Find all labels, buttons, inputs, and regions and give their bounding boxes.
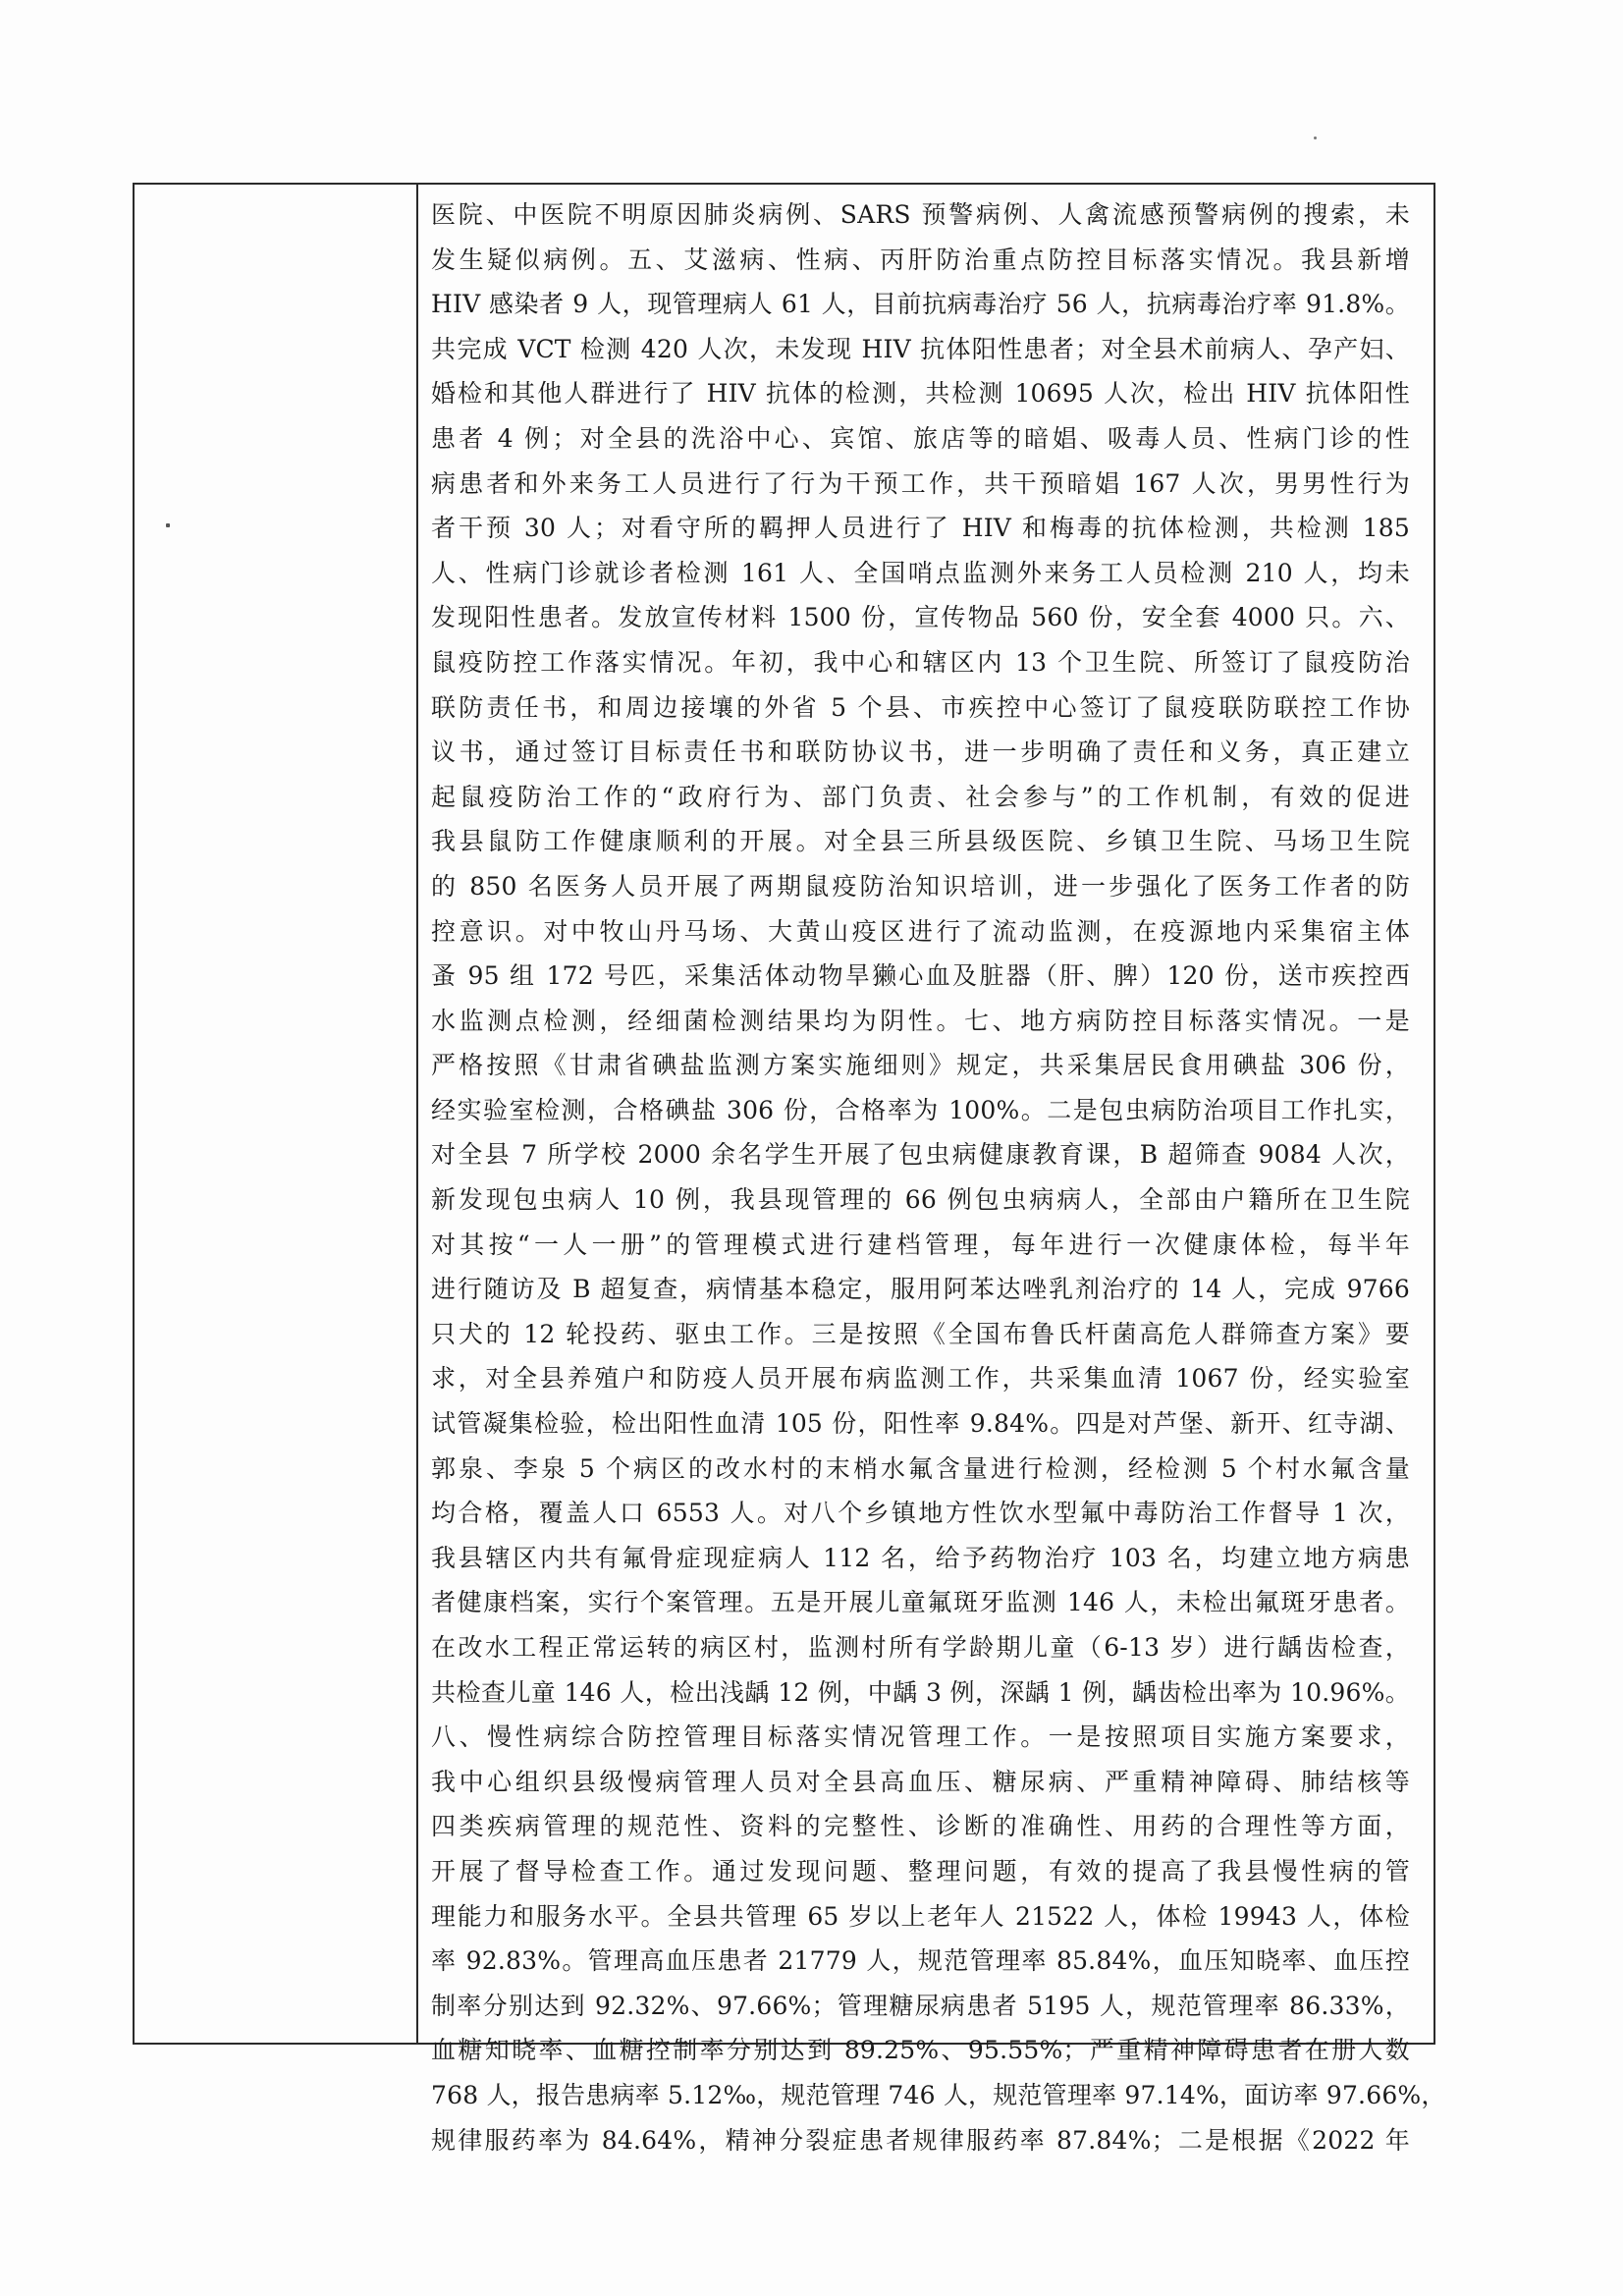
text-line: 的 850 名医务人员开展了两期鼠疫防治知识培训，进一步强化了医务工作者的防 [431, 871, 1410, 901]
text-line: 人、性病门诊就诊者检测 161 人、全国哨点监测外来务工人员检测 210 人，均未 [431, 558, 1410, 587]
text-line: 试管凝集检验，检出阳性血清 105 份，阳性率 9.84%。四是对芦堡、新开、红寺湖、 [431, 1409, 1410, 1439]
text-line: 制率分别达到 92.32%、97.66%；管理糖尿病患者 5195 人，规范管理率 86.33%， [431, 1991, 1410, 2020]
text-line: 共检查儿童 146 人，检出浅龋 12 例，中龋 3 例，深龋 1 例，龋齿检出率为 10.96%。 [431, 1677, 1410, 1707]
text-line: 病患者和外来务工人员进行了行为干预工作，共干预暗娼 167 人次，男男性行为 [431, 468, 1410, 498]
text-line: 在改水工程正常运转的病区村，监测村所有学龄期儿童（6-13 岁）进行龋齿检查， [431, 1633, 1410, 1662]
scan-speck [1314, 137, 1317, 139]
text-line: 均合格，覆盖人口 6553 人。对八个乡镇地方性饮水型氟中毒防治工作督导 1 次， [431, 1499, 1410, 1528]
text-line: 开展了督导检查工作。通过发现问题、整理问题，有效的提高了我县慢性病的管 [431, 1856, 1410, 1886]
text-line: 发现阳性患者。发放宣传材料 1500 份，宣传物品 560 份，安全套 4000 只。六、 [431, 603, 1410, 632]
text-line: 水监测点检测，经细菌检测结果均为阴性。七、地方病防控目标落实情况。一是 [431, 1006, 1410, 1035]
text-line: HIV 感染者 9 人，现管理病人 61 人，目前抗病毒治疗 56 人，抗病毒治疗率 91.8%。 [431, 290, 1410, 319]
text-line: 婚检和其他人群进行了 HIV 抗体的检测，共检测 10695 人次，检出 HIV 抗体阳性 [431, 379, 1410, 409]
text-line: 进行随访及 B 超复查，病情基本稳定，服用阿苯达唑乳剂治疗的 14 人，完成 9766 [431, 1275, 1410, 1304]
text-line: 八、慢性病综合防控管理目标落实情况管理工作。一是按照项目实施方案要求， [431, 1722, 1410, 1752]
text-line: 血糖知晓率、血糖控制率分别达到 89.25%、95.55%；严重精神障碍患者在册人数 [431, 2036, 1410, 2065]
text-line: 者健康档案，实行个案管理。五是开展儿童氟斑牙监测 146 人，未检出氟斑牙患者。 [431, 1588, 1410, 1617]
scan-speck [166, 523, 170, 527]
text-line: 我县鼠防工作健康顺利的开展。对全县三所县级医院、乡镇卫生院、马场卫生院 [431, 827, 1410, 856]
text-line: 新发现包虫病人 10 例，我县现管理的 66 例包虫病病人，全部由户籍所在卫生院 [431, 1185, 1410, 1215]
text-line: 只犬的 12 轮投药、驱虫工作。三是按照《全国布鲁氏杆菌高危人群筛查方案》要 [431, 1319, 1410, 1348]
text-line: 理能力和服务水平。全县共管理 65 岁以上老年人 21522 人，体检 19943 人，体检 [431, 1901, 1410, 1931]
text-line: 议书，通过签订目标责任书和联防协议书，进一步明确了责任和义务，真正建立 [431, 738, 1410, 767]
text-line: 控意识。对中牧山丹马场、大黄山疫区进行了流动监测，在疫源地内采集宿主体 [431, 916, 1410, 946]
text-line: 发生疑似病例。五、艾滋病、性病、丙肝防治重点防控目标落实情况。我县新增 [431, 245, 1410, 274]
text-line: 蚤 95 组 172 号匹，采集活体动物旱獭心血及脏器（肝、脾）120 份，送市疾控西 [431, 961, 1410, 991]
report-table [133, 183, 1446, 2155]
text-line: 者干预 30 人；对看守所的羁押人员进行了 HIV 和梅毒的抗体检测，共检测 185 [431, 514, 1410, 543]
text-line: 共完成 VCT 检测 420 人次，未发现 HIV 抗体阳性患者；对全县术前病人、孕产妇、 [431, 334, 1410, 363]
text-line: 对全县 7 所学校 2000 余名学生开展了包虫病健康教育课，B 超筛查 9084 人次， [431, 1140, 1410, 1170]
text-line: 医院、中医院不明原因肺炎病例、SARS 预警病例、人禽流感预警病例的搜索，未 [431, 200, 1410, 229]
text-line: 严格按照《甘肃省碘盐监测方案实施细则》规定，共采集居民食用碘盐 306 份， [431, 1051, 1410, 1080]
text-line: 鼠疫防控工作落实情况。年初，我中心和辖区内 13 个卫生院、所签订了鼠疫防治 [431, 647, 1410, 677]
text-line: 768 人，报告患病率 5.12‰，规范管理 746 人，规范管理率 97.14%，面访率 97.66%， [431, 2080, 1446, 2109]
text-line: 我中心组织县级慢病管理人员对全县高血压、糖尿病、严重精神障碍、肺结核等 [431, 1767, 1410, 1796]
text-line: 经实验室检测，合格碘盐 306 份，合格率为 100%。二是包虫病防治项目工作扎实， [431, 1095, 1410, 1124]
text-line: 起鼠疫防治工作的“政府行为、部门负责、社会参与”的工作机制，有效的促进 [431, 782, 1410, 811]
text-line: 郭泉、李泉 5 个病区的改水村的末梢水氟含量进行检测，经检测 5 个村水氟含量 [431, 1453, 1410, 1483]
text-line: 规律服药率为 84.64%，精神分裂症患者规律服药率 87.84%；二是根据《2022 年 [431, 2125, 1410, 2155]
text-line: 求，对全县养殖户和防疫人员开展布病监测工作，共采集血清 1067 份，经实验室 [431, 1364, 1410, 1394]
text-line: 对其按“一人一册”的管理模式进行建档管理，每年进行一次健康体检，每半年 [431, 1230, 1410, 1259]
text-line: 率 92.83%。管理高血压患者 21779 人，规范管理率 85.84%，血压知晓率、血压控 [431, 1946, 1410, 1976]
content-cell [418, 185, 1446, 2155]
text-line: 我县辖区内共有氟骨症现症病人 112 名，给予药物治疗 103 名，均建立地方病患 [431, 1543, 1410, 1572]
text-line: 患者 4 例；对全县的洗浴中心、宾馆、旅店等的暗娼、吸毒人员、性病门诊的性 [431, 423, 1410, 453]
label-cell [135, 185, 418, 2043]
text-line: 联防责任书，和周边接壤的外省 5 个县、市疾控中心签订了鼠疫联防联控工作协 [431, 692, 1410, 722]
text-line: 四类疾病管理的规范性、资料的完整性、诊断的准确性、用药的合理性等方面， [431, 1812, 1410, 1841]
